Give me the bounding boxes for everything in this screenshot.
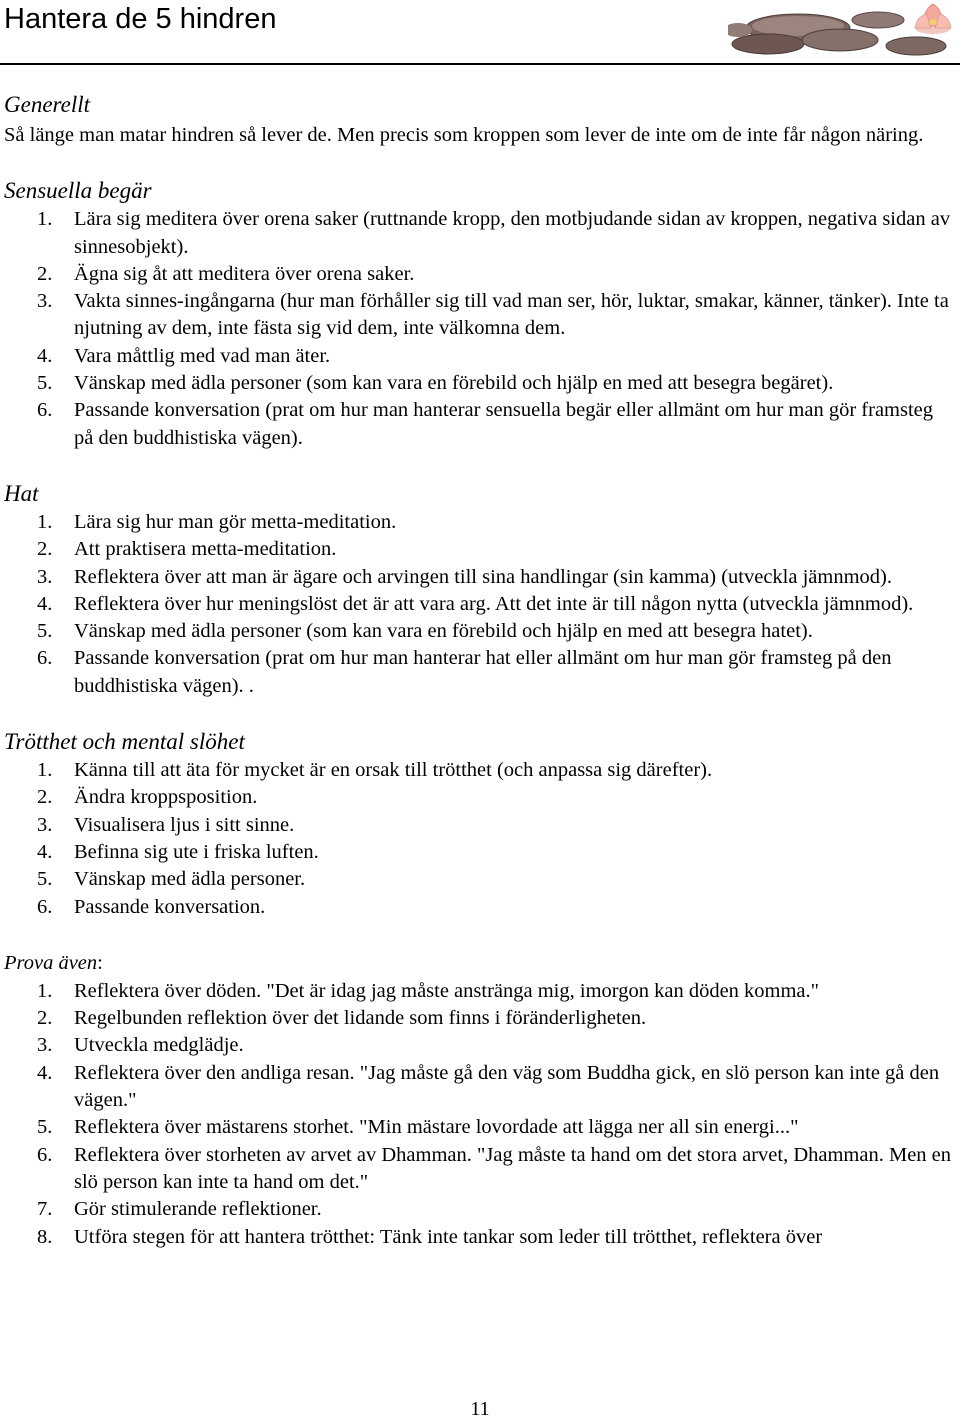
intro-text: Så länge man matar hindren så lever de. Men precis som kroppen som lever de inte om de inte får någon näring. — [4, 124, 924, 146]
list-item — [0, 618, 954, 645]
list-number: 1. — [37, 979, 53, 1002]
list-item — [0, 1142, 954, 1197]
header-rule — [0, 63, 960, 65]
list-text: Reflektera över den andliga resan. "Jag måste gå den väg som Buddha gick, en slö person kan inte gå den vägen." — [74, 1061, 940, 1112]
list-text: Lära sig meditera över orena saker (ruttnande kropp, den motbjudande sidan av kroppen, negativa sidan av sinnesobjekt). — [74, 208, 951, 258]
list-item — [0, 1005, 954, 1032]
section-sensuella — [0, 176, 960, 452]
list-text: Utföra stegen för att hantera trötthet: Tänk inte tankar som leder till trötthet, reflektera över — [74, 1225, 823, 1248]
list-text: Passande konversation (prat om hur man hanterar hat eller allmänt om hur man gör framsteg på den buddhistiska vägen). . — [74, 647, 892, 697]
list-number: 1. — [37, 510, 53, 533]
list-number: 3. — [37, 565, 53, 588]
list-number: 7. — [37, 1198, 53, 1221]
list-number: 5. — [37, 620, 53, 643]
list-number: 4. — [37, 344, 53, 367]
list-item — [0, 1196, 954, 1223]
list-text: Reflektera över storheten av arvet av Dhamman. "Jag måste ta hand om det stora arvet, Dhamman. Men en slö person kan inte ta hand om det." — [74, 1143, 952, 1193]
list-text: Att praktisera metta-meditation. — [74, 538, 337, 561]
list-item — [0, 839, 954, 866]
page-number: 11 — [470, 1398, 490, 1420]
list-text: Reflektera över döden. "Det är idag jag måste anstränga mig, imorgon kan döden komma." — [74, 979, 820, 1002]
prova-colon: : — [97, 951, 103, 974]
list-number: 4. — [37, 592, 53, 615]
section-list — [0, 509, 960, 700]
list-item — [0, 397, 954, 452]
list-item — [0, 288, 954, 343]
list-number: 1. — [37, 759, 53, 782]
list-text: Regelbunden reflektion över det lidande som finns i föränderligheten. — [74, 1007, 647, 1030]
list-number: 4. — [37, 840, 53, 863]
page-title: Hantera de 5 hindren — [4, 3, 277, 35]
section-prova — [0, 948, 960, 1251]
list-text: Reflektera över att man är ägare och arvingen till sina handlingar (sin kamma) (utveckla jämnmod). — [74, 565, 892, 588]
list-text: Reflektera över hur meningslöst det är att vara arg. Att det inte är till någon nytta (utveckla jämnmod). — [74, 592, 914, 615]
list-item — [0, 894, 954, 921]
list-item — [0, 1060, 954, 1115]
list-number: 5. — [37, 1116, 53, 1139]
section-list — [0, 206, 960, 452]
lotus-lily-pads-image — [728, 0, 960, 62]
list-item — [0, 1032, 954, 1059]
section-heading — [0, 948, 960, 978]
list-number: 2. — [37, 786, 53, 809]
list-number: 5. — [37, 372, 53, 395]
list-number: 3. — [37, 813, 53, 836]
section-list — [0, 757, 960, 921]
list-item — [0, 866, 954, 893]
list-text: Reflektera över mästarens storhet. "Min mästare lovordade att lägga ner all sin energi..." — [74, 1116, 799, 1139]
list-item — [0, 591, 954, 618]
section-heading: Sensuella begär — [4, 178, 152, 204]
list-number: 5. — [37, 868, 53, 891]
page-content — [0, 90, 960, 1251]
list-text: Vara måttlig med vad man äter. — [74, 344, 331, 367]
list-item — [0, 645, 954, 700]
list-item — [0, 978, 954, 1005]
list-text: Utveckla medglädje. — [74, 1034, 244, 1057]
section-hat — [0, 479, 960, 700]
list-number: 6. — [37, 895, 53, 918]
list-text: Befinna sig ute i friska luften. — [74, 840, 319, 863]
list-text: Vakta sinnes-ingångarna (hur man förhåller sig till vad man ser, hör, luktar, smakar, känner, tänker). Inte ta njutning av dem, inte fästa sig vid dem, inte välkomna dem. — [74, 290, 949, 340]
list-item — [0, 370, 954, 397]
list-item — [0, 784, 954, 811]
prova-heading: Prova även — [4, 951, 98, 974]
list-text: Passande konversation. — [74, 895, 266, 918]
list-text: Lära sig hur man gör metta-meditation. — [74, 510, 397, 533]
list-number: 3. — [37, 290, 53, 313]
list-number: 2. — [37, 262, 53, 285]
list-text: Ägna sig åt att meditera över orena saker. — [74, 262, 415, 285]
list-item — [0, 343, 954, 370]
list-item — [0, 1114, 954, 1141]
list-number: 2. — [37, 1007, 53, 1030]
list-text: Visualisera ljus i sitt sinne. — [74, 813, 295, 836]
intro-section — [0, 90, 960, 149]
list-text: Vänskap med ädla personer (som kan vara en förebild och hjälp en med att besegra hatet). — [74, 620, 813, 643]
list-text: Känna till att äta för mycket är en orsak till trötthet (och anpassa sig därefter). — [74, 759, 713, 782]
list-text: Passande konversation (prat om hur man hanterar sensuella begär eller allmänt om hur man gör framsteg på den buddhistiska vägen). — [74, 399, 934, 449]
list-number: 3. — [37, 1034, 53, 1057]
list-number: 8. — [37, 1225, 53, 1248]
section-heading: Hat — [4, 480, 39, 506]
list-item — [0, 509, 954, 536]
list-number: 1. — [37, 208, 53, 231]
list-item — [0, 757, 954, 784]
section-heading: Trötthet och mental slöhet — [4, 729, 245, 755]
section-trotthet — [0, 727, 960, 921]
list-item — [0, 206, 954, 261]
list-number: 6. — [37, 1143, 53, 1166]
list-number: 2. — [37, 538, 53, 561]
list-item — [0, 536, 954, 563]
page-header — [0, 0, 960, 66]
section-list — [0, 978, 960, 1251]
list-text: Vänskap med ädla personer (som kan vara en förebild och hjälp en med att besegra begäret). — [74, 372, 834, 395]
list-number: 6. — [37, 647, 53, 670]
list-number: 4. — [37, 1061, 53, 1084]
list-text: Gör stimulerande reflektioner. — [74, 1198, 322, 1221]
list-item — [0, 564, 954, 591]
list-item — [0, 1224, 954, 1251]
list-number: 6. — [37, 399, 53, 422]
list-item — [0, 812, 954, 839]
list-text: Ändra kroppsposition. — [74, 786, 258, 809]
list-item — [0, 261, 954, 288]
intro-heading: Generellt — [4, 92, 91, 117]
list-text: Vänskap med ädla personer. — [74, 868, 306, 891]
